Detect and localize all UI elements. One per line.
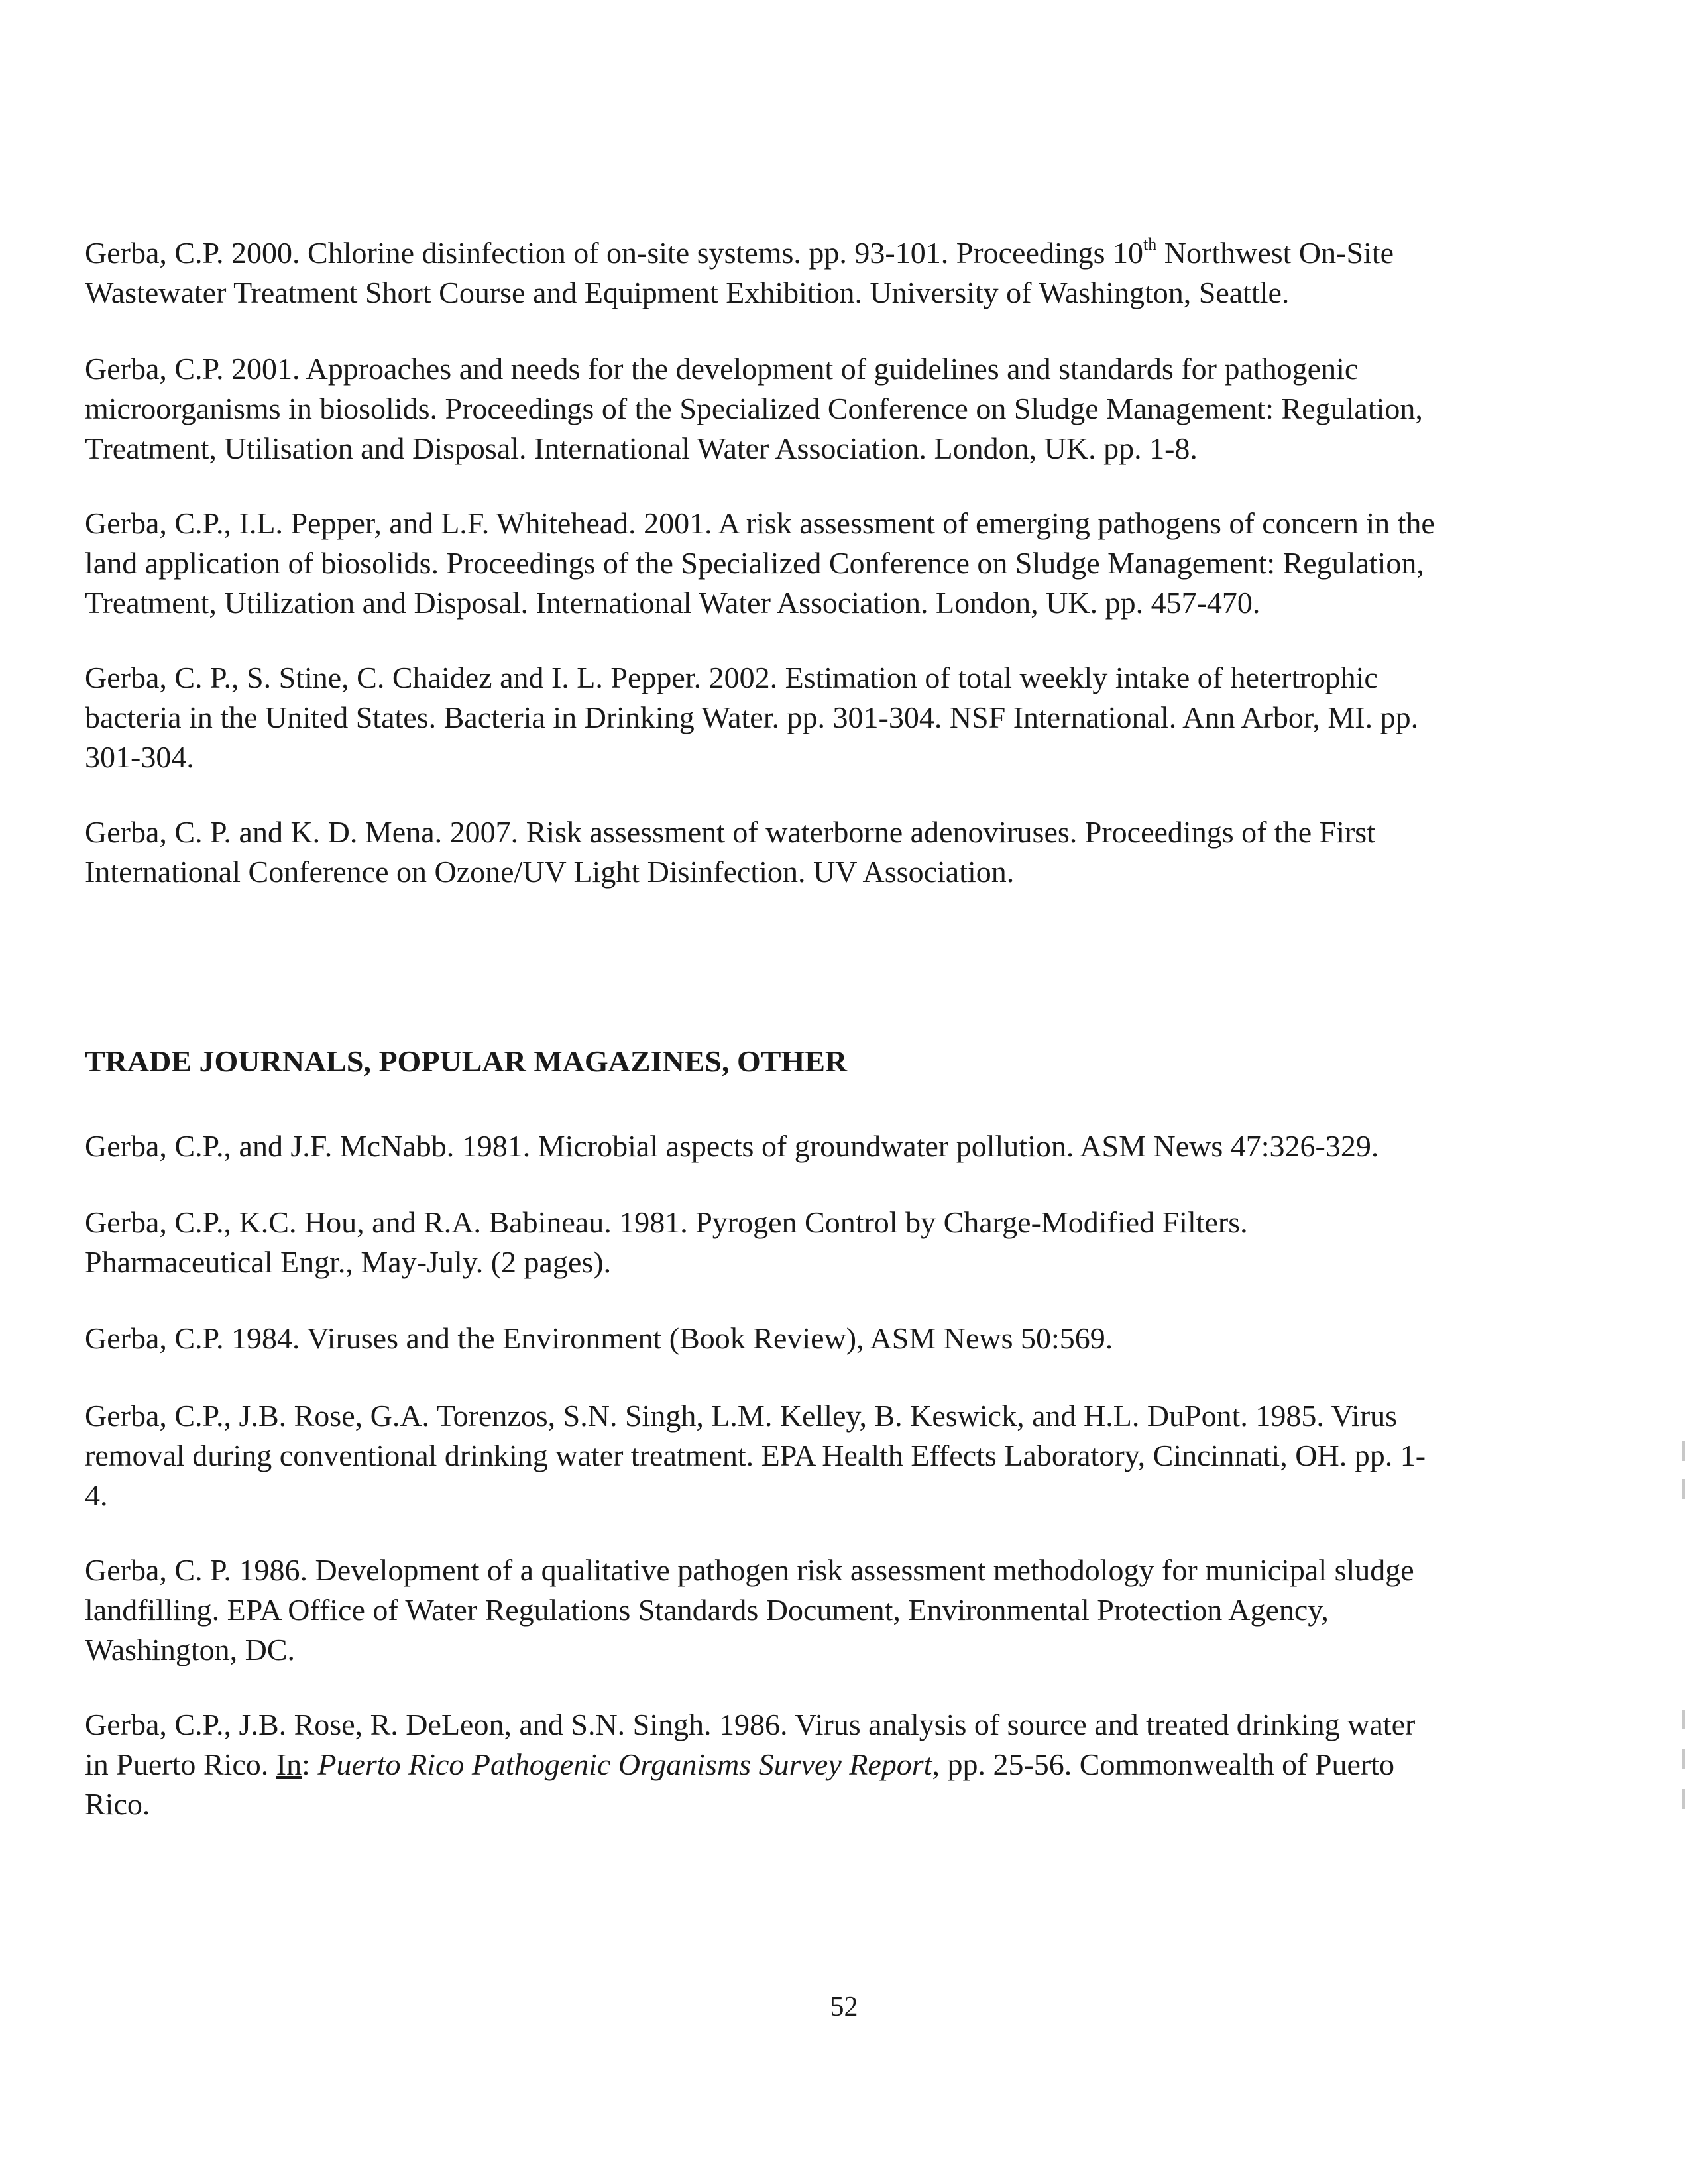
reference-line: Gerba, C.P., and J.F. McNabb. 1981. Microbial aspects of groundwater pollution. ASM News 47:326-329.	[85, 1129, 1379, 1163]
reference-text: Gerba, C.P. 2000. Chlorine disinfection of on-site systems. pp. 93-101. Proceedings 10	[85, 236, 1144, 270]
scan-edge-mark	[1682, 1710, 1685, 1729]
section-heading: TRADE JOURNALS, POPULAR MAGAZINES, OTHER	[85, 1044, 848, 1078]
reference-line: Washington, DC.	[85, 1633, 296, 1666]
reference-line: Gerba, C.P. 2001. Approaches and needs for the development of guidelines and standards for pathogenic	[85, 352, 1359, 386]
reference-line: Gerba, C. P. and K. D. Mena. 2007. Risk assessment of waterborne adenoviruses. Proceedings of the First	[85, 815, 1375, 849]
reference-entry	[85, 504, 1576, 623]
reference-entry	[85, 1319, 1576, 1358]
ordinal-superscript: th	[1143, 234, 1157, 254]
reference-line: bacteria in the United States. Bacteria in Drinking Water. pp. 301-304. NSF International. Ann Arbor, MI. pp.	[85, 700, 1419, 734]
reference-entry	[85, 1203, 1576, 1282]
reference-line: Wastewater Treatment Short Course and Equipment Exhibition. University of Washington, Seattle.	[85, 276, 1290, 309]
reference-line	[85, 1745, 1576, 1784]
reference-line	[85, 233, 1576, 273]
scan-edge-mark	[1682, 1441, 1685, 1461]
reference-line: landfilling. EPA Office of Water Regulations Standards Document, Environmental Protection Agency,	[85, 1593, 1329, 1627]
reference-entry	[85, 1551, 1576, 1670]
scan-edge-mark	[1682, 1479, 1685, 1499]
scan-edge-mark	[1682, 1789, 1685, 1809]
reference-line: Treatment, Utilisation and Disposal. International Water Association. London, UK. pp. 1-8.	[85, 431, 1198, 465]
reference-line: microorganisms in biosolids. Proceedings of the Specialized Conference on Sludge Management: Regulation,	[85, 392, 1423, 425]
reference-line: Gerba, C. P. 1986. Development of a qualitative pathogen risk assessment methodology for municipal sludge	[85, 1553, 1414, 1587]
reference-line: removal during conventional drinking water treatment. EPA Health Effects Laboratory, Cincinnati, OH. pp. 1-	[85, 1439, 1426, 1472]
reference-line: Treatment, Utilization and Disposal. International Water Association. London, UK. pp. 457-470.	[85, 586, 1261, 620]
report-title: Puerto Rico Pathogenic Organisms Survey Report	[317, 1747, 932, 1781]
scan-edge-mark	[1682, 1749, 1685, 1769]
reference-line: Gerba, C.P., K.C. Hou, and R.A. Babineau. 1981. Pyrogen Control by Charge-Modified Filters.	[85, 1205, 1248, 1239]
reference-text: :	[302, 1747, 318, 1781]
reference-text: , pp. 25-56. Commonwealth of Puerto	[932, 1747, 1395, 1781]
reference-entry	[85, 1396, 1576, 1515]
reference-line: Gerba, C.P., I.L. Pepper, and L.F. Whitehead. 2001. A risk assessment of emerging pathogens of concern in the	[85, 506, 1435, 540]
reference-line: 4.	[85, 1478, 108, 1512]
reference-line: land application of biosolids. Proceedings of the Specialized Conference on Sludge Management: Regulation,	[85, 546, 1424, 580]
reference-line: Rico.	[85, 1787, 150, 1821]
page-number: 52	[830, 1992, 858, 2022]
reference-line: Gerba, C.P. 1984. Viruses and the Environment (Book Review), ASM News 50:569.	[85, 1321, 1113, 1355]
reference-line: 301-304.	[85, 740, 194, 774]
reference-entry	[85, 812, 1576, 892]
reference-line: Gerba, C.P., J.B. Rose, R. DeLeon, and S.N. Singh. 1986. Virus analysis of source and treated drinking water	[85, 1708, 1416, 1741]
reference-entry	[85, 1126, 1576, 1166]
reference-line: Gerba, C.P., J.B. Rose, G.A. Torenzos, S.N. Singh, L.M. Kelley, B. Keswick, and H.L. DuPont. 1985. Virus	[85, 1399, 1398, 1433]
reference-line: Gerba, C. P., S. Stine, C. Chaidez and I. L. Pepper. 2002. Estimation of total weekly intake of hetertrophic	[85, 661, 1378, 694]
reference-text: Northwest On-Site	[1156, 236, 1394, 270]
reference-entry	[85, 233, 1576, 313]
reference-entry	[85, 1705, 1576, 1824]
in-label: In	[276, 1747, 302, 1781]
reference-line: Pharmaceutical Engr., May-July. (2 pages).	[85, 1245, 612, 1279]
reference-entry	[85, 658, 1576, 777]
reference-entry	[85, 349, 1576, 468]
reference-line: International Conference on Ozone/UV Light Disinfection. UV Association.	[85, 855, 1015, 889]
reference-text: in Puerto Rico.	[85, 1747, 276, 1781]
